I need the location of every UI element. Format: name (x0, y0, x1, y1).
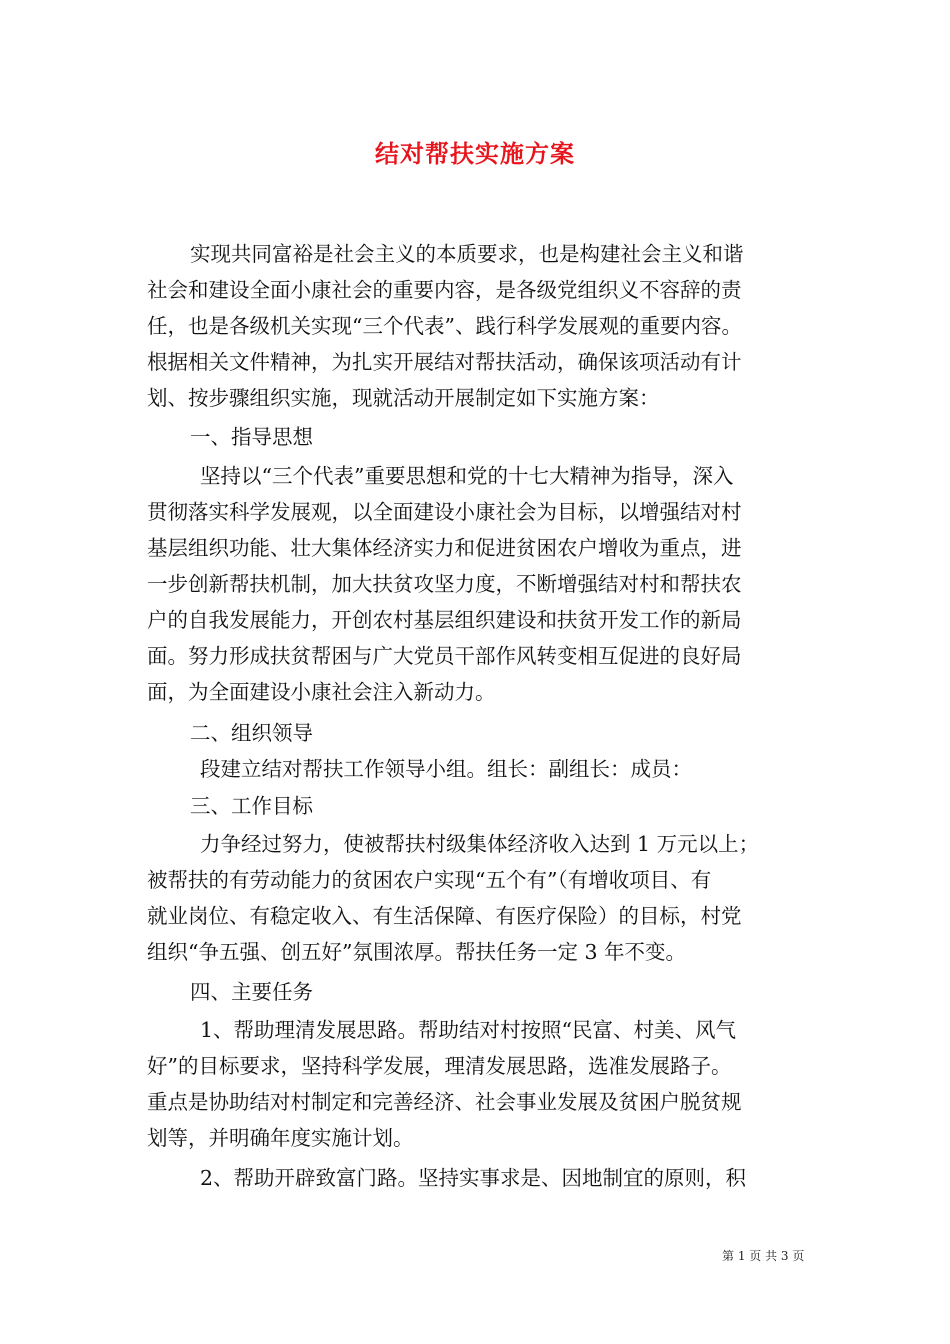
section-heading-guiding-ideology: 一、指导思想 (190, 425, 313, 449)
body-line: 面。努力形成扶贫帮困与广大党员干部作风转变相互促进的良好局 (147, 644, 742, 668)
body-line: 坚持以“三个代表”重要思想和党的十七大精神为指导，深入 (200, 464, 734, 488)
body-line: 基层组织功能、壮大集体经济实力和促进贫困农户增收为重点，进 (147, 536, 742, 560)
section-heading-organization: 二、组织领导 (190, 721, 313, 745)
body-line: 就业岗位、有稳定收入、有生活保障、有医疗保险）的目标，村党 (147, 904, 742, 928)
body-line: 划等，并明确年度实施计划。 (147, 1126, 414, 1150)
body-line: 1、帮助理清发展思路。帮助结对村按照“民富、村美、风气 (200, 1018, 737, 1042)
body-line: 任，也是各级机关实现“三个代表”、践行科学发展观的重要内容。 (147, 314, 742, 338)
body-line: 组织“争五强、创五好”氛围浓厚。帮扶任务一定 3 年不变。 (147, 940, 687, 964)
body-line: 贯彻落实科学发展观，以全面建设小康社会为目标，以增强结对村 (147, 500, 742, 524)
page-number: 第 1 页 共 3 页 (722, 1249, 805, 1263)
body-line: 重点是协助结对村制定和完善经济、社会事业发展及贫困户脱贫规 (147, 1090, 742, 1114)
body-line: 实现共同富裕是社会主义的本质要求，也是构建社会主义和谐 (190, 242, 744, 266)
body-line: 段建立结对帮扶工作领导小组。组长：副组长：成员： (200, 757, 692, 781)
body-line: 2、帮助开辟致富门路。坚持实事求是、因地制宜的原则，积 (200, 1166, 747, 1190)
document-title: 结对帮扶实施方案 (375, 139, 575, 168)
section-heading-goals: 三、工作目标 (190, 794, 313, 818)
body-line: 好”的目标要求，坚持科学发展，理清发展思路，选准发展路子。 (147, 1054, 732, 1078)
body-line: 根据相关文件精神，为扎实开展结对帮扶活动，确保该项活动有计 (147, 350, 742, 374)
body-line: 户的自我发展能力，开创农村基层组织建设和扶贫开发工作的新局 (147, 608, 742, 632)
body-line: 社会和建设全面小康社会的重要内容，是各级党组织义不容辞的责 (147, 278, 742, 302)
body-line: 划、按步骤组织实施，现就活动开展制定如下实施方案： (147, 386, 660, 410)
body-line: 面，为全面建设小康社会注入新动力。 (147, 680, 496, 704)
section-heading-main-tasks: 四、主要任务 (190, 980, 313, 1004)
body-line: 被帮扶的有劳动能力的贫困农户实现“五个有”（有增收项目、有 (147, 868, 712, 892)
body-line: 力争经过努力，使被帮扶村级集体经济收入达到 1 万元以上； (200, 832, 760, 856)
body-line: 一步创新帮扶机制，加大扶贫攻坚力度，不断增强结对村和帮扶农 (147, 572, 742, 596)
